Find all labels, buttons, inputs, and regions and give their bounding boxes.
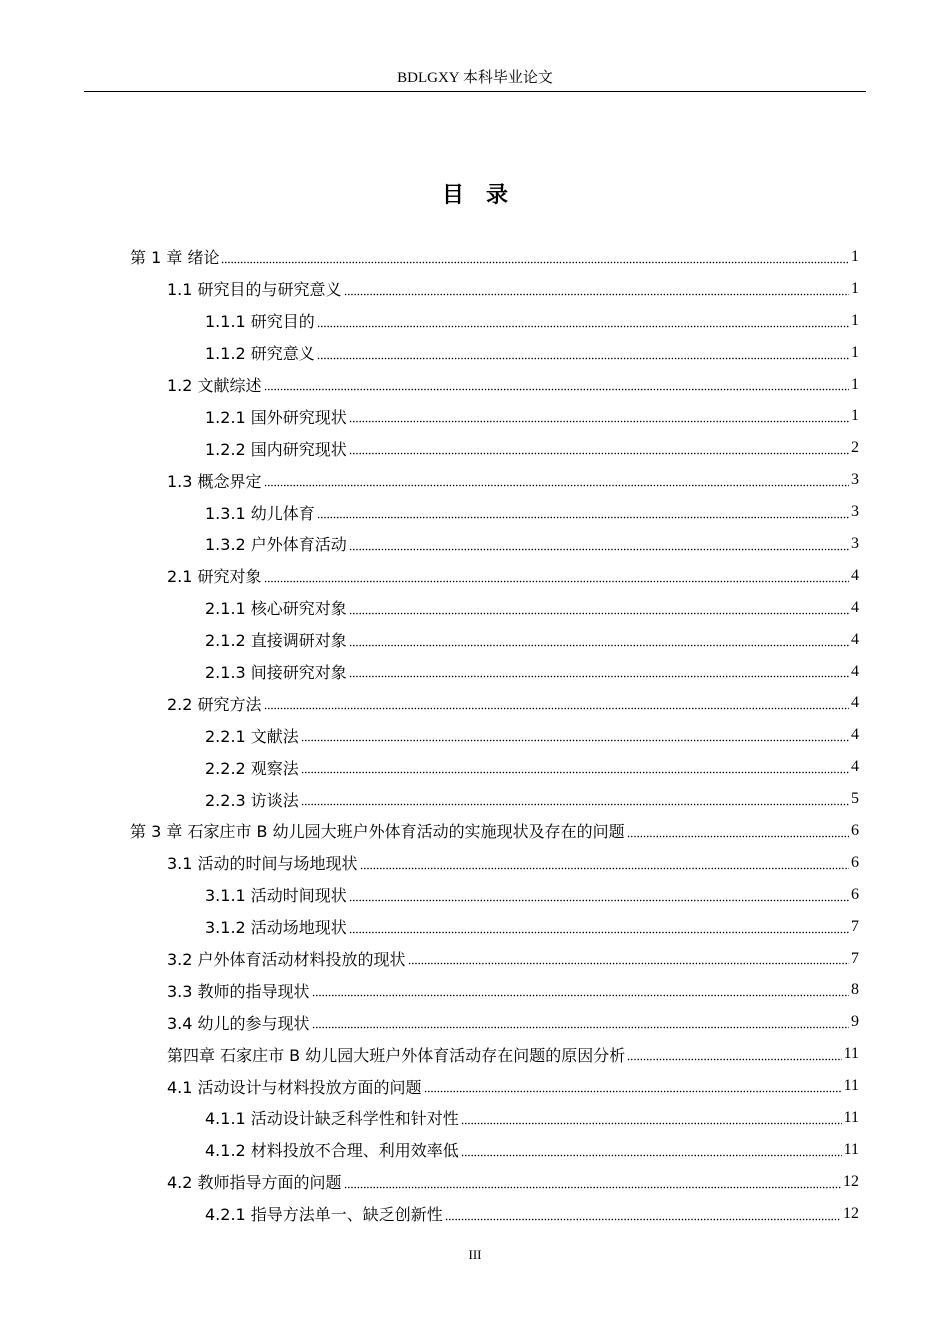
toc-entry[interactable] <box>0 369 950 401</box>
toc-entry[interactable] <box>0 496 950 528</box>
toc-entry-title: 3.4 幼儿的参与现状 <box>167 1013 310 1033</box>
dot-leader <box>301 734 849 742</box>
toc-entry-page: 11 <box>843 1140 859 1158</box>
toc-entry-title: 2.1.2 直接调研对象 <box>205 631 347 651</box>
toc-entry[interactable] <box>0 241 950 273</box>
toc-entry-title: 1.1 研究目的与研究意义 <box>167 280 342 300</box>
dot-leader <box>344 1181 841 1189</box>
toc-entry-page: 1 <box>851 375 859 393</box>
toc-entry-page: 9 <box>851 1013 859 1031</box>
toc-entry-page: 11 <box>843 1108 859 1126</box>
toc-entry[interactable] <box>0 1070 950 1102</box>
toc-entry-page: 6 <box>851 885 859 903</box>
toc-entry-page: 3 <box>851 534 859 552</box>
toc-entry-title: 1.1.1 研究目的 <box>205 312 315 332</box>
toc-entry[interactable] <box>0 1198 950 1230</box>
toc-entry-title: 2.2 研究方法 <box>167 694 262 714</box>
dot-leader <box>408 957 849 965</box>
toc-entry-title: 4.2.1 指导方法单一、缺乏创新性 <box>205 1205 443 1225</box>
dot-leader <box>349 926 849 934</box>
toc-entry-page: 3 <box>851 503 859 521</box>
toc-entry-title: 1.3 概念界定 <box>167 471 262 491</box>
toc-entry[interactable] <box>0 624 950 656</box>
dot-leader <box>264 479 849 487</box>
toc-entry[interactable] <box>0 719 950 751</box>
toc-entry-title: 2.2.3 访谈法 <box>205 790 299 810</box>
toc-entry-title: 2.1 研究对象 <box>167 567 262 587</box>
table-of-contents <box>0 241 950 1230</box>
toc-entry-title: 4.1.2 材料投放不合理、利用效率低 <box>205 1141 459 1161</box>
toc-entry-title: 2.2.1 文献法 <box>205 726 299 746</box>
toc-entry-title: 第 1 章 绪论 <box>130 248 220 268</box>
toc-entry[interactable] <box>0 337 950 369</box>
toc-entry-page: 1 <box>851 311 859 329</box>
toc-entry-page: 4 <box>851 662 859 680</box>
toc-entry-page: 4 <box>851 694 859 712</box>
toc-entry-title: 1.2 文献综述 <box>167 376 262 395</box>
dot-leader <box>264 575 849 583</box>
dot-leader <box>301 798 849 806</box>
dot-leader <box>221 256 849 264</box>
toc-entry-title: 4.2 教师指导方面的问题 <box>167 1173 342 1193</box>
toc-entry-title: 2.2.2 观察法 <box>205 758 299 778</box>
toc-entry-title: 3.3 教师的指导现状 <box>167 981 310 1001</box>
toc-entry-page: 12 <box>843 1172 859 1190</box>
toc-entry[interactable] <box>0 656 950 688</box>
dot-leader <box>349 670 849 678</box>
toc-entry-page: 11 <box>843 1077 859 1095</box>
dot-leader <box>349 639 849 647</box>
toc-entry[interactable] <box>0 783 950 815</box>
toc-entry-title: 2.1.3 间接研究对象 <box>205 663 347 683</box>
toc-entry[interactable] <box>0 1102 950 1134</box>
page-number: III <box>468 1247 482 1262</box>
toc-entry-title: 3.2 户外体育活动材料投放的现状 <box>167 950 406 970</box>
toc-entry[interactable] <box>0 1134 950 1166</box>
toc-entry[interactable] <box>0 687 950 719</box>
toc-entry-title: 2.1.1 核心研究对象 <box>205 599 347 619</box>
toc-entry[interactable] <box>0 1038 950 1070</box>
toc-entry[interactable] <box>0 592 950 624</box>
toc-entry[interactable] <box>0 879 950 911</box>
dot-leader <box>349 894 849 902</box>
toc-entry-title: 第四章 石家庄市 B 幼儿园大班户外体育活动存在问题的原因分析 <box>167 1045 626 1065</box>
toc-entry-title: 3.1.1 活动时间现状 <box>205 886 347 906</box>
toc-entry-page: 4 <box>851 758 859 776</box>
dot-leader <box>312 1021 849 1029</box>
toc-entry-page: 3 <box>851 471 859 489</box>
toc-entry-page: 7 <box>851 949 859 967</box>
toc-entry[interactable] <box>0 911 950 943</box>
toc-entry-page: 4 <box>851 630 859 648</box>
dot-leader <box>349 447 849 455</box>
dot-leader <box>317 511 849 519</box>
dot-leader <box>360 862 849 870</box>
toc-entry[interactable] <box>0 400 950 432</box>
toc-entry-page: 1 <box>851 247 859 265</box>
toc-entry-title: 1.2.2 国内研究现状 <box>205 439 347 459</box>
toc-entry[interactable] <box>0 305 950 337</box>
toc-entry[interactable] <box>0 815 950 847</box>
toc-entry-page: 7 <box>851 917 859 935</box>
dot-leader <box>349 607 849 615</box>
toc-entry-title: 1.2.1 国外研究现状 <box>205 407 347 427</box>
toc-entry[interactable] <box>0 974 950 1006</box>
dot-leader <box>627 830 849 838</box>
dot-leader <box>317 320 849 328</box>
toc-entry-page: 1 <box>851 343 859 361</box>
dot-leader <box>627 1053 841 1061</box>
toc-entry-title: 4.1.1 活动设计缺乏科学性和针对性 <box>205 1109 459 1129</box>
toc-entry-page: 12 <box>843 1204 859 1222</box>
toc-entry-page: 6 <box>851 821 859 839</box>
toc-entry-page: 11 <box>843 1045 859 1063</box>
toc-entry-title: 3.1 活动的时间与场地现状 <box>167 854 358 874</box>
toc-entry-title: 4.1 活动设计与材料投放方面的问题 <box>167 1077 422 1097</box>
dot-leader <box>461 1149 842 1157</box>
toc-entry[interactable] <box>0 847 950 879</box>
dot-leader <box>301 766 849 774</box>
toc-entry-page: 4 <box>851 726 859 744</box>
dot-leader <box>264 702 849 710</box>
dot-leader <box>461 1117 842 1125</box>
toc-entry-title: 3.1.2 活动场地现状 <box>205 918 347 938</box>
toc-entry[interactable] <box>0 1166 950 1198</box>
header-divider <box>84 91 866 92</box>
running-header: BDLGXY 本科毕业论文 <box>397 70 553 86</box>
dot-leader <box>312 989 849 997</box>
toc-entry-page: 2 <box>851 439 859 457</box>
toc-entry-title: 1.1.2 研究意义 <box>205 344 315 364</box>
toc-entry[interactable] <box>0 464 950 496</box>
toc-entry[interactable] <box>0 528 950 560</box>
dot-leader <box>424 1085 842 1093</box>
toc-entry-page: 6 <box>851 853 859 871</box>
dot-leader <box>349 543 849 551</box>
toc-title: 目录 <box>441 183 530 208</box>
toc-entry-page: 4 <box>851 598 859 616</box>
toc-entry[interactable] <box>0 560 950 592</box>
toc-entry-title: 1.3.2 户外体育活动 <box>205 535 347 555</box>
dot-leader <box>344 288 849 296</box>
toc-entry[interactable] <box>0 273 950 305</box>
toc-entry-page: 8 <box>851 981 859 999</box>
toc-entry[interactable] <box>0 943 950 975</box>
toc-entry[interactable] <box>0 432 950 464</box>
toc-entry[interactable] <box>0 1006 950 1038</box>
toc-entry-title: 第 3 章 石家庄市 B 幼儿园大班户外体育活动的实施现状及存在的问题 <box>130 822 625 842</box>
toc-entry-title: 1.3.1 幼儿体育 <box>205 503 315 523</box>
dot-leader <box>264 383 849 391</box>
toc-entry-page: 5 <box>851 790 859 808</box>
dot-leader <box>349 415 849 423</box>
dot-leader <box>317 352 849 360</box>
toc-entry-page: 1 <box>851 407 859 425</box>
toc-entry-page: 4 <box>851 566 859 584</box>
dot-leader <box>445 1213 841 1221</box>
toc-entry-page: 1 <box>851 279 859 297</box>
toc-entry[interactable] <box>0 751 950 783</box>
